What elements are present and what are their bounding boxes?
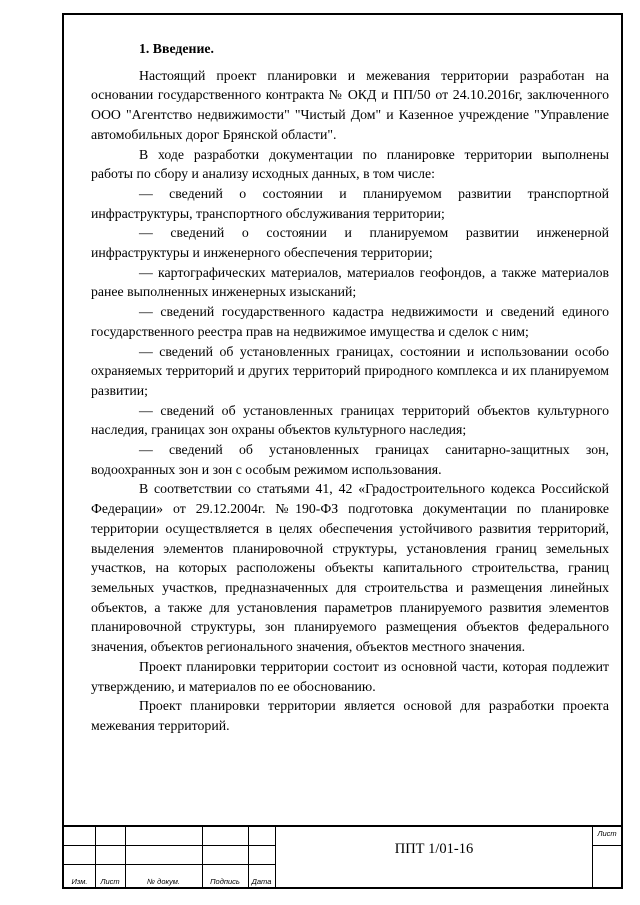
paragraph: Проект планировки территории состоит из основной части, которая подлежит утверждению, и материалов по ее обоснованию. xyxy=(91,658,609,694)
list-item: — картографических материалов, материалов геофондов, а также материалов ранее выполненных инженерных изысканий; xyxy=(91,264,609,300)
title-block xyxy=(64,825,621,887)
paragraph: Проект планировки территории является основой для разработки проекта межевания территорий. xyxy=(91,698,609,733)
stamp-label-signature: Подпись xyxy=(210,877,240,886)
list-item: — сведений государственного кадастра недвижимости и сведений единого государственного реестра прав на недвижимое имущества и сделок с ним; xyxy=(91,304,609,339)
stamp-row-line xyxy=(64,845,275,846)
document-code: ППТ 1/01-16 xyxy=(394,841,474,857)
document-sheet xyxy=(62,13,623,889)
list-item: — сведений об установленных границах санитарно-защитных зон, водоохранных зон и зон с особым режимом использования. xyxy=(91,442,609,477)
stamp-label-izm: Изм. xyxy=(71,877,88,886)
stamp-row-line xyxy=(64,864,275,865)
list-item: — сведений о состоянии и планируемом развитии инженерной инфраструктуры и инженерного обеспечения территории; xyxy=(91,225,609,261)
paragraph: В ходе разработки документации по планировке территории выполнены работы по сбору и анализу исходных данных, в том числе: xyxy=(91,146,609,182)
list-item: — сведений об установленных границах, состоянии и использовании особо охраняемых территорий и других территорий природного комплекса и их планируемом развитии; xyxy=(91,343,609,398)
list-item: — сведений об установленных границах территорий объектов культурного наследия, границах зон охраны объектов культурного наследия; xyxy=(91,402,609,438)
document-body xyxy=(91,39,609,736)
stamp-label-doc-no: № докум. xyxy=(146,877,181,886)
paragraph: В соответствии со статьями 41, 42 «Градостроительного кодекса Российской Федерации» от 29.12.2004г. №190-ФЗ подготовка документации по планировке территории осуществляется в целях обеспечения устойчивого развития территорий, выделения элементов планировочной структуры, установления границ земельных участков, на которых расположены объекты капитального строительства, границ земельных участков, предназначенных для строительства и размещения линейных объектов, а также для установления параметров планируемого развития элементов планировочной структуры, зон планируемого размещения объектов федерального значения, объектов регионального значения, объектов местного значения. xyxy=(91,481,609,655)
section-heading: 1. Введение. xyxy=(139,41,214,56)
stamp-label-date: Дата xyxy=(251,877,272,886)
paragraph: Настоящий проект планировки и межевания территории разработан на основании государственного контракта № ОКД и ПП/50 от 24.10.2016г, заключенного ООО "Агентство недвижимости" "Чистый Дом" и Казенное учреждение "Управление автомобильных дорог Брянской области". xyxy=(91,67,609,142)
stamp-row-line xyxy=(593,845,621,846)
sheet-number-label: Лист xyxy=(597,829,617,838)
list-item: — сведений о состоянии и планируемом развитии транспортной инфраструктуры, транспортного обслуживания территории; xyxy=(91,185,609,221)
stamp-label-list: Лист xyxy=(100,877,120,886)
